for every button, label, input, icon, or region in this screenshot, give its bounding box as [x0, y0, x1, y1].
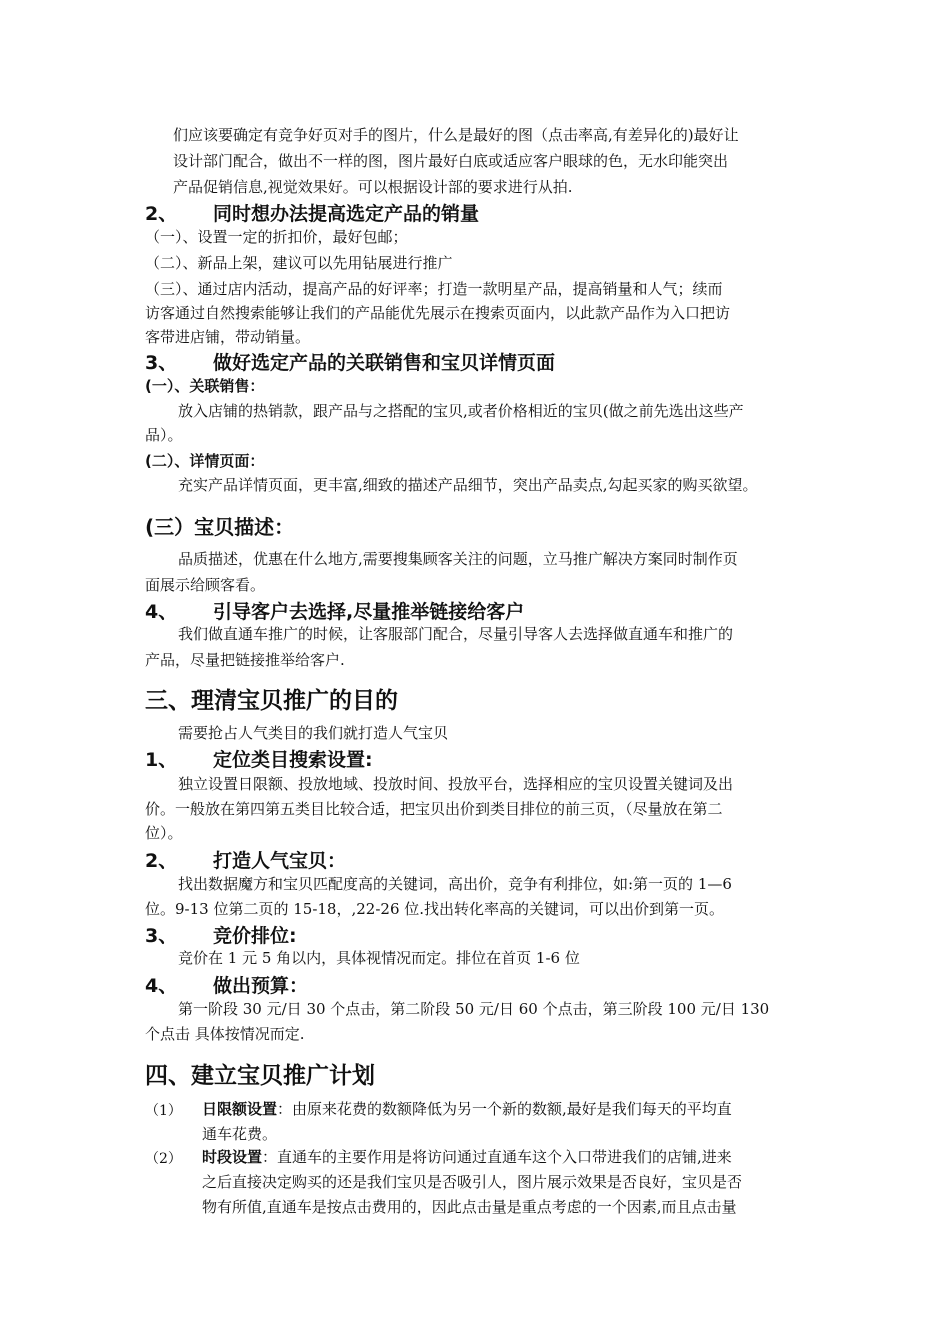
- part-3-item-2-heading: [145, 846, 346, 873]
- section-3-sub-related-sales: (一）、关联销售：: [145, 377, 265, 395]
- part-3-item-1-line-2: 价。一般放在第四第五类目比较合适，把宝贝出价到类目排位的前三页，（尽量放在第二: [145, 800, 723, 818]
- part-3-item-1-line-3: 位）。: [145, 824, 183, 842]
- part-4-item-1-label: 日限额设置: [202, 1100, 278, 1118]
- part-3-item-3-heading: [145, 921, 297, 948]
- section-2-number: 2、: [145, 203, 178, 225]
- part-4-item-2-line-2: 之后直接决定购买的还是我们宝贝是否吸引人，图片展示效果是否良好，宝贝是否: [202, 1173, 743, 1191]
- section-2-line-1: （一）、设置一定的折扣价，最好包邮；: [145, 228, 408, 246]
- section-3-sub-description: (三）宝贝描述：: [145, 515, 295, 539]
- intro-line-2: 设计部门配合，做出不一样的图，图片最好白底或适应客户眼球的色，无水印能突出: [173, 152, 729, 170]
- part-3-item-4-line-2: 个点击 具体按情况而定.: [145, 1025, 305, 1043]
- part-4-item-1-text: 由原来花费的数额降低为另一个新的数额,最好是我们每天的平均直: [292, 1100, 732, 1118]
- part-3-item-3-title: 竞价排位:: [213, 925, 297, 947]
- part-3-item-2-line-1: 找出数据魔方和宝贝匹配度高的关键词，高出价，竞争有利排位，如:第一页的 1—6: [178, 875, 732, 893]
- section-3-sub1-line-1: 放入店铺的热销款，跟产品与之搭配的宝贝,或者价格相近的宝贝(做之前先选出这些产: [178, 402, 744, 420]
- part-4-item-1-colon: ：: [277, 1100, 293, 1118]
- section-4-number: 4、: [145, 601, 178, 623]
- section-2-heading: [145, 199, 479, 226]
- section-4-line-1: 我们做直通车推广的时候，让客服部门配合，尽量引导客人去选择做直通车和推广的: [178, 625, 734, 643]
- part-3-item-2-number: 2、: [145, 850, 178, 872]
- part-4-item-2-number: （2）: [145, 1151, 182, 1167]
- part-3-item-1-line-1: 独立设置日限额、投放地域、投放时间、投放平台，选择相应的宝贝设置关键词及出: [178, 775, 734, 793]
- part-4-item-2-text: 直通车的主要作用是将访问通过直通车这个入口带进我们的店铺,进来: [277, 1148, 732, 1166]
- section-3-sub-detail-page: (二）、详情页面：: [145, 452, 265, 470]
- part-4-item-1-line-2: 通车花费。: [202, 1125, 278, 1143]
- part-3-item-3-number: 3、: [145, 925, 178, 947]
- intro-line-3: 产品促销信息,视觉效果好。可以根据设计部的要求进行从拍.: [173, 178, 573, 196]
- section-2-line-2: （二）、新品上架，建议可以先用钻展进行推广: [145, 254, 453, 272]
- section-3-sub3-line-1: 品质描述，优惠在什么地方,需要搜集顾客关注的问题，立马推广解决方案同时制作页: [178, 550, 738, 568]
- part-3-item-3-line-1: 竞价在 1 元 5 角以内，具体视情况而定。排位在首页 1-6 位: [178, 949, 580, 967]
- part-4-heading: 四、建立宝贝推广计划: [145, 1063, 375, 1089]
- section-2-line-5: 客带进店铺，带动销量。: [145, 328, 311, 346]
- part-3-item-1-title: 定位类目搜索设置:: [213, 749, 373, 771]
- part-3-item-2-title: 打造人气宝贝：: [213, 850, 347, 872]
- part-4-item-2-colon: ：: [262, 1148, 278, 1166]
- part-3-item-4-number: 4、: [145, 975, 178, 997]
- part-4-item-2-line-1: [202, 1146, 732, 1168]
- part-3-item-4-heading: [145, 971, 308, 998]
- part-4-item-1-line-1: [202, 1098, 732, 1120]
- part-3-item-2-line-2: 位。9-13 位第二页的 15-18，,22-26 位.找出转化率高的关键词，可以出价到第一页。: [145, 900, 725, 918]
- part-3-item-1-heading: [145, 745, 373, 772]
- section-3-number: 3、: [145, 352, 178, 374]
- intro-line-1: 们应该要确定有竞争好页对手的图片，什么是最好的图（点击率高,有差异化的)最好让: [173, 126, 739, 144]
- part-3-item-1-number: 1、: [145, 749, 178, 771]
- section-4-line-2: 产品，尽量把链接推举给客户.: [145, 651, 345, 669]
- section-3-heading: [145, 348, 555, 375]
- section-3-sub3-line-2: 面展示给顾客看。: [145, 576, 266, 594]
- section-3-title: 做好选定产品的关联销售和宝贝详情页面: [213, 352, 556, 374]
- part-4-item-1-number: （1）: [145, 1103, 182, 1119]
- section-4-title: 引导客户去选择,尽量推举链接给客户: [213, 601, 525, 623]
- part-3-item-4-title: 做出预算：: [213, 975, 309, 997]
- part-3-heading: 三、理清宝贝推广的目的: [145, 688, 398, 714]
- section-4-heading: [145, 597, 524, 624]
- section-3-sub2-line-1: 充实产品详情页面，更丰富,细致的描述产品细节，突出产品卖点,勾起买家的购买欲望。: [178, 476, 758, 494]
- section-3-sub1-line-2: 品）。: [145, 426, 183, 444]
- part-4-item-2-line-3: 物有所值,直通车是按点击费用的，因此点击量是重点考虑的一个因素,而且点击量: [202, 1198, 737, 1216]
- part-3-intro: 需要抢占人气类目的我们就打造人气宝贝: [178, 724, 449, 742]
- section-2-line-3: （三）、通过店内活动，提高产品的好评率；打造一款明星产品，提高销量和人气；续而: [145, 280, 723, 298]
- part-3-item-4-line-1: 第一阶段 30 元/日 30 个点击，第二阶段 50 元/日 60 个点击，第三阶段 100 元/日 130: [178, 1000, 770, 1018]
- part-4-item-2-label: 时段设置: [202, 1148, 263, 1166]
- section-2-title: 同时想办法提高选定产品的销量: [213, 203, 480, 225]
- section-2-line-4: 访客通过自然搜索能够让我们的产品能优先展示在搜索页面内，以此款产品作为入口把访: [145, 304, 731, 322]
